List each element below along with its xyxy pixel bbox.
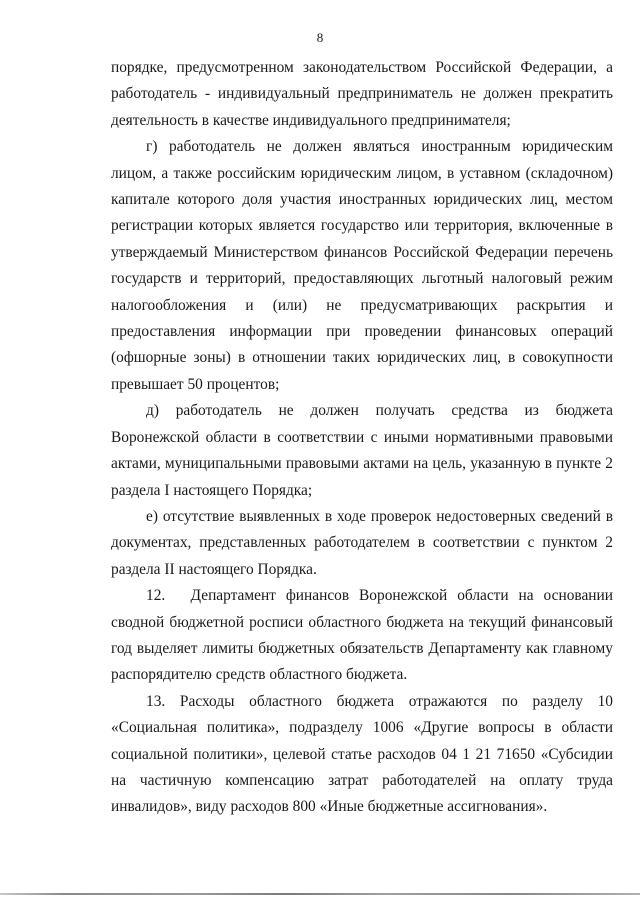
paragraph-item-e: е) отсутствие выявленных в ходе проверок недостоверных сведений в документах, представленных работодателем в соответствии с пунктом 2 раздела II настоящего Порядка.: [111, 507, 613, 578]
paragraph-item-g: г) работодатель не должен являться иностранным юридическим лицом, а также российским юридическим лицом, в уставном (складочном) капитале которого доля участия иностранных юридических лиц, местом регистрации которых является государство или территория, включенные в утверждаемый Министерством финансов Российской Федерации перечень государств и территорий, предоставляющих льготный налоговый режим налогообложения и (или) не предусматривающих раскрытия и предоставления информации при проведении финансовых операций (офшорные зоны) в отношении таких юридических лиц, в совокупности превышает 50 процентов;: [111, 138, 613, 393]
paragraph-item-13: 13. Расходы областного бюджета отражаются по разделу 10 «Социальная политика», подразделу 1006 «Другие вопросы в области социальной политики», целевой статье расходов 04 1 21 71650 «Субсидии на частичную компенсацию затрат работодателей на оплату труда инвалидов», виду расходов 800 «Иные бюджетные ассигнования».: [111, 692, 613, 816]
page-number: 8: [316, 30, 324, 45]
paragraph-continuation: порядке, предусмотренном законодательством Российской Федерации, а работодатель - индивидуальный предприниматель не должен прекратить деятельность в качестве индивидуального предпринимателя;: [111, 59, 613, 129]
paragraph-item-12: 12. Департамент финансов Воронежской области на основании сводной бюджетной росписи областного бюджета на текущий финансовый год выделяет лимиты бюджетных обязательств Департаменту как главному распорядителю средств областного бюджета.: [111, 587, 613, 684]
paragraph-item-d: д) работодатель не должен получать средства из бюджета Воронежской области в соответствии с иными нормативными правовыми актами, муниципальными правовыми актами на цель, указанную в пункте 2 раздела I настоящего Порядка;: [111, 402, 613, 499]
document-body: [111, 55, 613, 821]
scan-edge-line: [0, 893, 640, 895]
